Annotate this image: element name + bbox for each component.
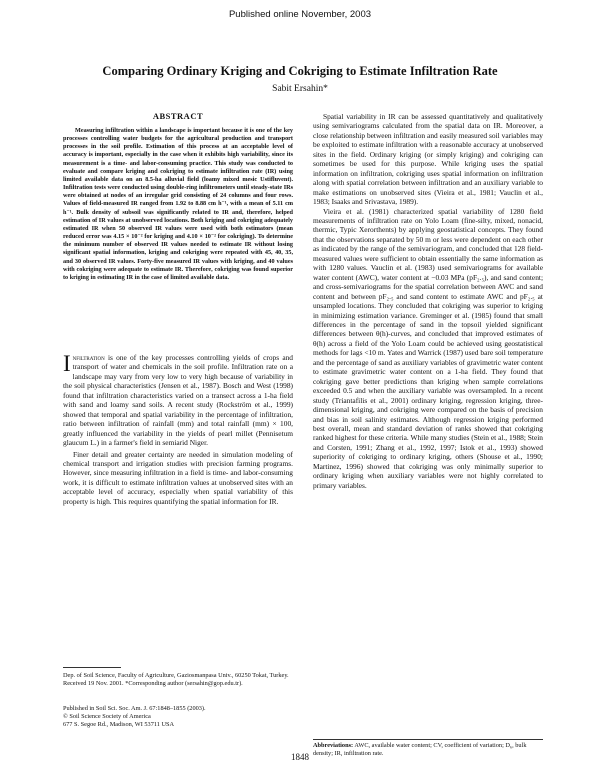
page-number: 1848 [291, 752, 309, 762]
footnote-affiliation [63, 672, 295, 688]
abstract-heading: ABSTRACT [152, 111, 204, 121]
published-date: Published online November, 2003 [228, 9, 372, 20]
intro-paragraph-1 [63, 353, 293, 448]
pub-line-2: © Soil Science Society of America [63, 713, 151, 720]
right-paragraph-1: Spatial variability in IR can be assessed quantitatively and qualitatively using semivariograms calculated from the spatial data on IR. Moreover, a close relationship between infiltration and easily measured soil variables may be exploited to estimate infiltration with a reasonable accuracy at unobserved sites in the field. Ordinary kriging (or simply kriging) and cokriging can sometimes be used for this purpose. While kriging uses the spatial information on infiltration, cokriging uses spatial information on infiltration along with spatial correlation between infiltration and an auxiliary variable to make estimations on unobserved sites (Vieira et al., 1981; Vauclin et al., 1983; Isaaks and Srivastava, 1989). [313, 112, 543, 207]
intro-smallcaps: nfiltration [72, 353, 105, 362]
right-paragraph-2: Vieira et al. (1981) characterized spatial variability of 1280 field measurements of infiltration rate on Yolo Loam (fine-silty, mixed, nonacid, thermic, Typic Xerorthents) by applying geostatistical concepts. They found that the observations separated by 50 m or less were dependent on each other as indicated by the range of the semivariogram, and concluded that 128 field-measured values were sufficient to obtain essentially the same information as with 1280 values. Vauclin et al. (1983) used semivariograms for available water content (AWC), water content at −0.03 MPa (pF₂.₅), and sand content; and cross-semivariograms for the spatial correlation between AWC and sand content and between pF₂.₅ and sand content to estimate AWC and pF₂.₅ at unsampled locations. They concluded that cokriging was superior to kriging in minimizing estimation variance. Greminger et al. (1985) found that small differences in the percentage of sand in the topsoil yielded significant differences between θ(h)-curves, and concluded that improved estimates of θ(h) across a field of the Yolo Loam could be achieved using geostatistical methods for lags <10 m. Yates and Warrick (1987) used bare soil temperature and the percentage of sand as auxiliary variables of gravimetric water content to estimate gravimetric water content on a 1-ha field. They found that cokriging gave better predictions than kriging when sample correlations exceeded 0.5 and when the auxiliary variable was oversampled. In a recent study (Triantafilis et al., 2001) ordinary kriging, regression kriging, three-dimensional kriging, and cokriging were compared on the basis of precision and bias in soil salinity estimates. Although regression kriging performed best overall, mean and standard deviation of ranks showed that cokriging ranked highest for these criteria. While many studies (Stein et al., 1988; Stein and Corsten, 1991; Zhang et al., 1992, 1997; Istok et al., 1993) showed superiority of cokriging to ordinary kriging, others (Shouse et al., 1990; Martinez, 1996) showed that cokriging was only minimally superior to ordinary kriging when auxiliary variables were not highly correlated to primary variables. [313, 206, 543, 490]
author: Sabit Ersahin* [272, 84, 328, 94]
right-column [313, 112, 543, 490]
paper-title: Comparing Ordinary Kriging and Cokriging to Estimate Infiltration Rate [102, 64, 498, 78]
abbreviations-label: Abbreviations: [313, 742, 354, 749]
pub-line-3: 677 S. Segoe Rd., Madison, WI 53711 USA [63, 721, 175, 728]
intro-column [63, 353, 293, 506]
drop-cap: I [63, 351, 71, 376]
intro-paragraph-2: Finer detail and greater certainty are needed in simulation modeling of chemical transport and irrigation studies with precision farming programs. However, since measuring infiltration in a field is time- and labor-consuming work, it is difficult to estimate infiltration values at unobserved sites with an acceptable level of accuracy, especially when spatial variability of this property is high. This requires quantifying the spatial information for IR. [63, 449, 293, 506]
publication-info [63, 705, 295, 729]
intro-text: is one of the key processes controlling yields of crops and transport of water and chemicals in the soil profile. Infiltration rate on a landscape may vary from very low to very high because of variability in the soil physical characteristics (Jensen et al., 1987). Bosch and West (1998) found that infiltration characteristics varied on a transect across a 1-ha field with sand and loamy sand soils. A recent study (Rockström et al., 1999) showed that temporal and spatial variability in the percentage of infiltration, ratio between infiltration of rainfall (mm) and total rainfall (mm) × 100, greatly influenced the variability in the yields of pearl millet (Pennisetum glaucum L.) in a farmer's field in semiarid Niger. [63, 353, 293, 448]
abbreviations-rule [313, 739, 543, 740]
affiliation-text: Dep. of Soil Science, Faculty of Agriculture, Gaziosmanpasa Univ., 60250 Tokat, Turkey. Received 19 Nov. 2001. *Corresponding author (sersahin@gop.edu.tr). [63, 672, 289, 687]
abstract-text: Measuring infiltration within a landscape is important because it is one of the key processes controlling water budgets for the agricultural production and transport processes in the soil profile. Estimation of this process at an acceptable level of accuracy is important, especially in the case when it exhibits high variability, since its measurement is a time- and labor-consuming practice. This study was conducted to evaluate and compare kriging and cokriging to estimate infiltration rate (IR) using limited available data on an 8.5-ha alluvial field (loamy mixed mesic Ustifluvent). Infiltration tests were conducted using double-ring infiltrometers until steady-state IRs were obtained at nodes of an irregular grid consisting of 24 columns and four rows. Values of field-measured IR ranged from 1.92 to 8.88 cm h⁻¹, with a mean of 5.11 cm h⁻¹. Bulk density of subsoil was significantly related to IR and, therefore, helped estimation of IR values at unobserved locations. Both kriging and cokriging adequately estimated IR when 50 observed IR values were used with both estimators (mean reduced error was 4.15 × 10⁻² for kriging and 4.10 × 10⁻² for cokriging). To determine the minimum number of observed IR values needed to estimate IR without losing significant spatial information, kriging and cokriging were repeated with 45, 40, 35, and 30 observed IR values. Forty-five measured IR values with kriging, and 40 values with cokriging were adequate to estimate IR. Therefore, cokriging was found superior to kriging in estimating IR in the case of limited available data. [63, 127, 293, 281]
abbreviations-text: AWC, available water content; CV, coefficient of variation; D₆, bulk density; IR, infiltration rate. [313, 742, 527, 757]
footnote-rule [63, 667, 121, 668]
abstract-body [63, 127, 293, 282]
pub-line-1: Published in Soil Sci. Soc. Am. J. 67:1848–1855 (2003). [63, 705, 206, 712]
